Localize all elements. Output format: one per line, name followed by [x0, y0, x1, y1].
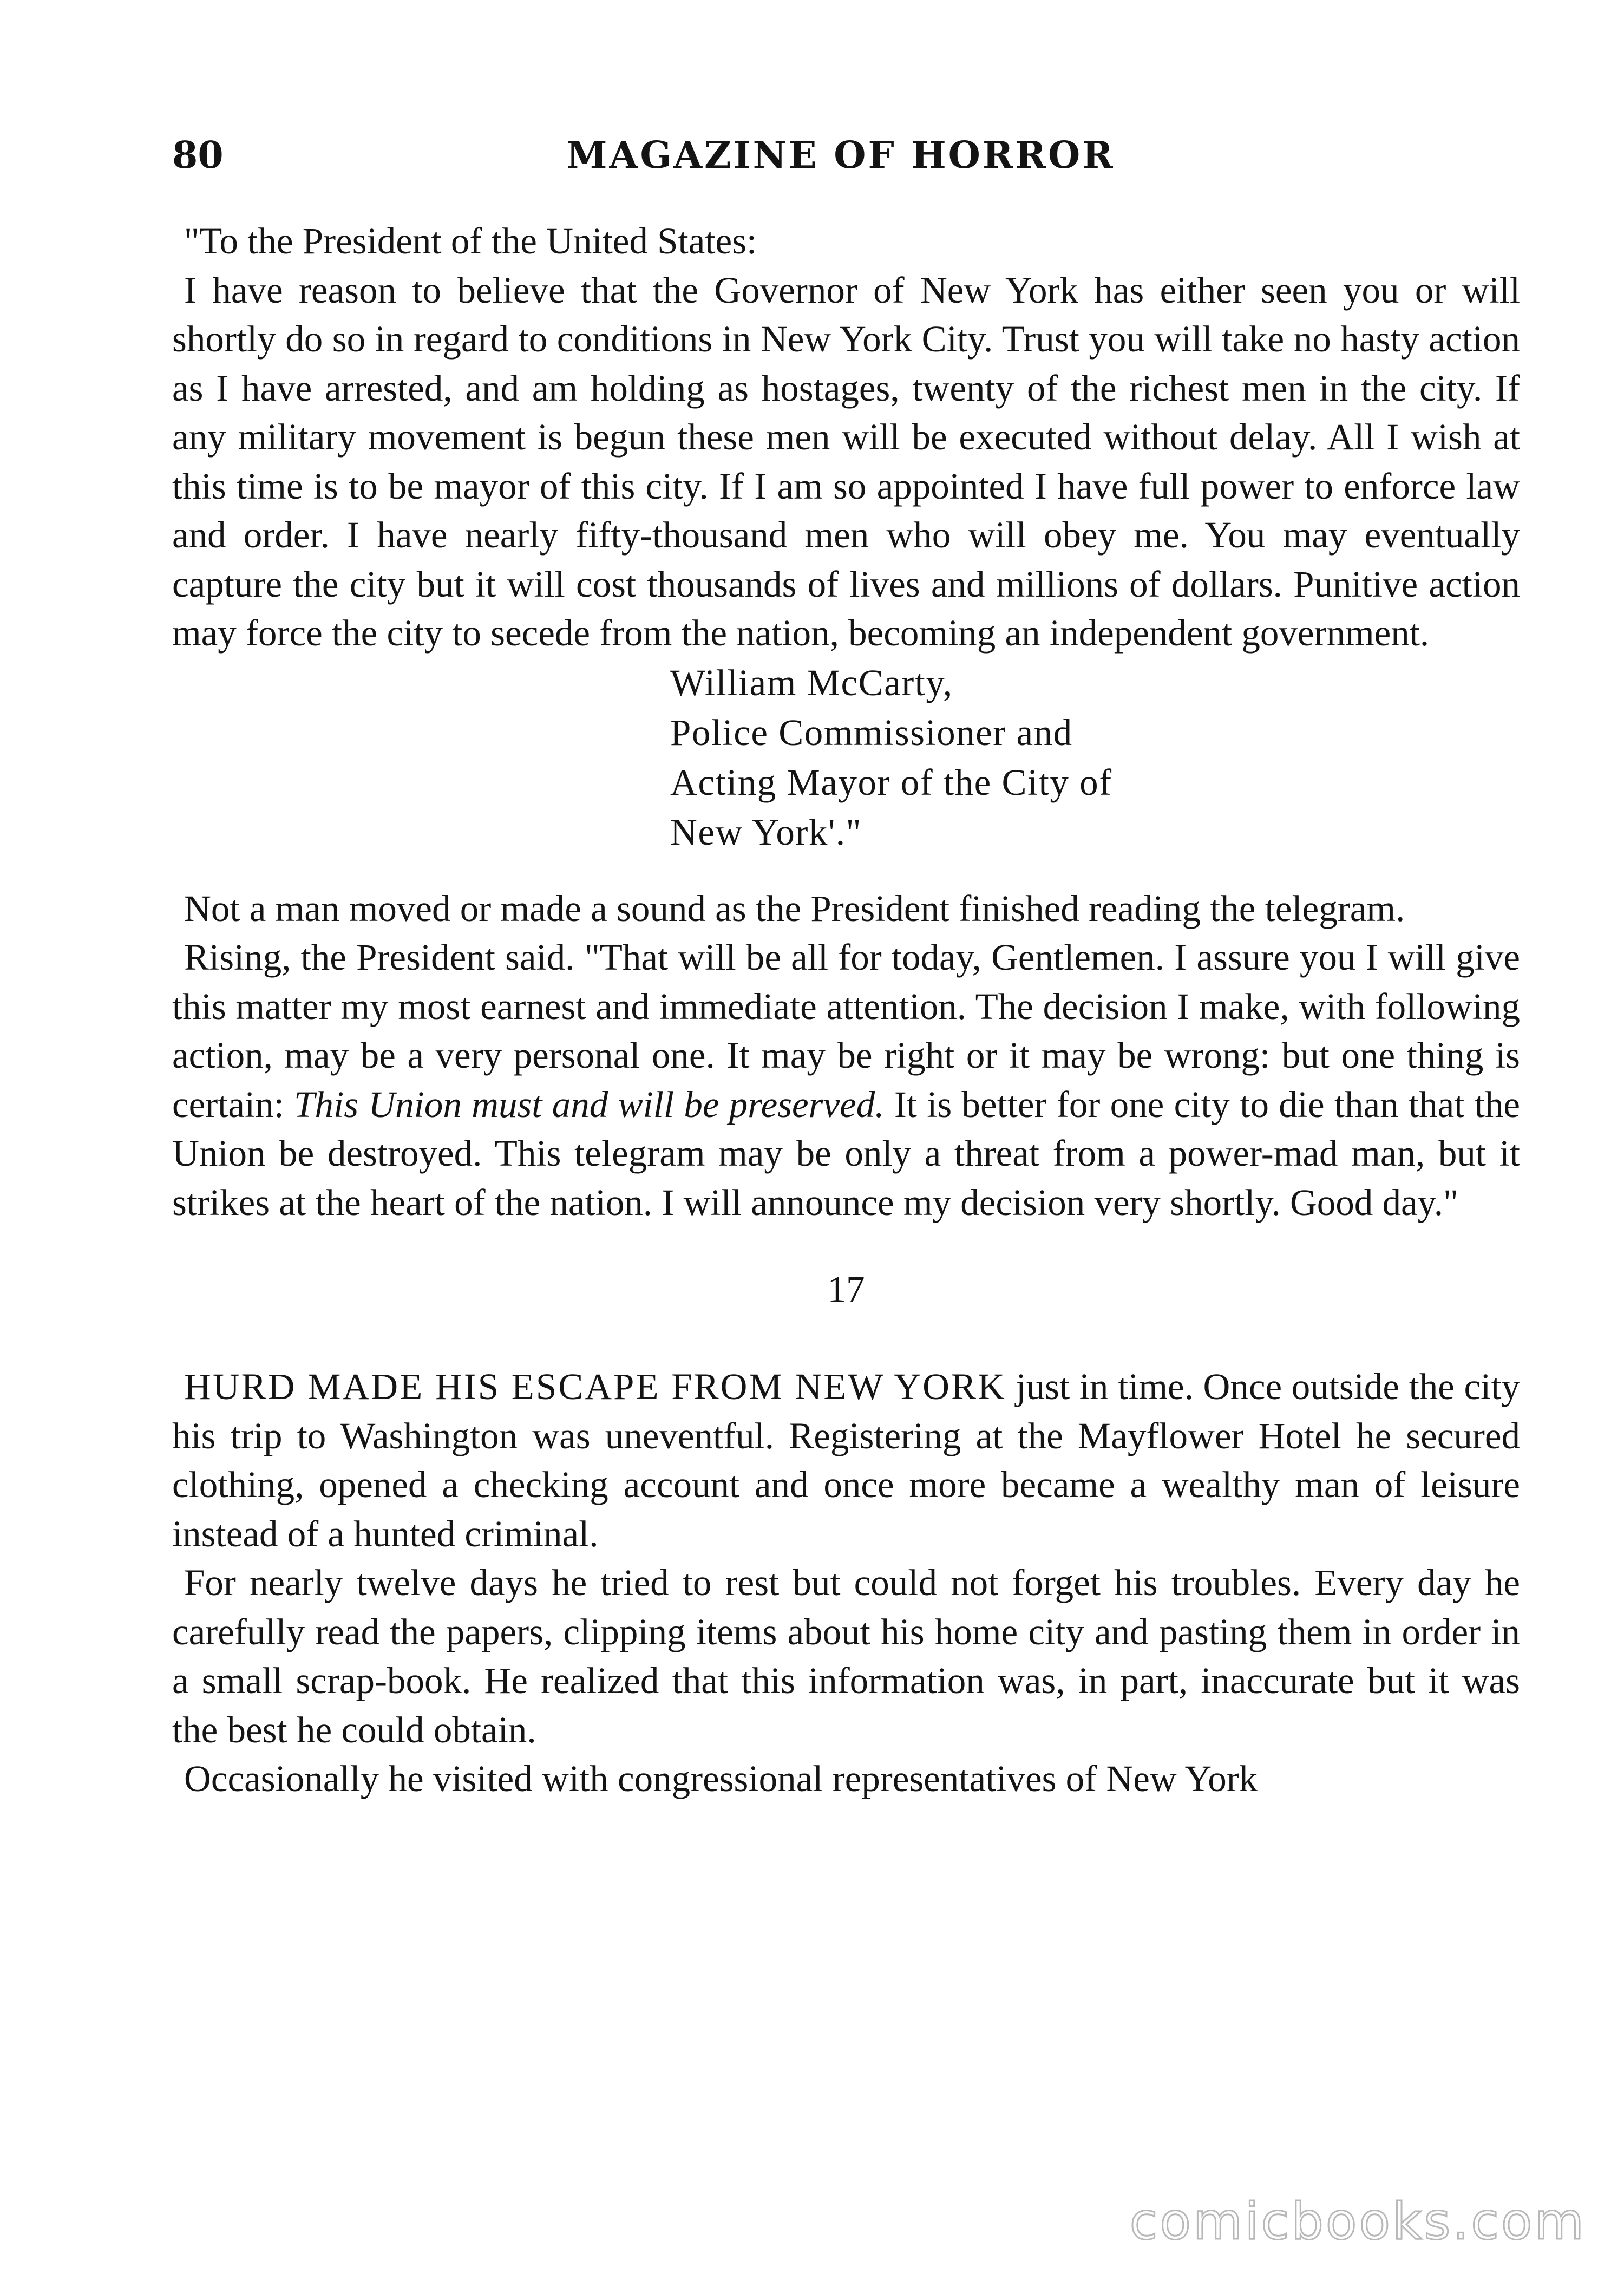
- telegram-salutation: "To the President of the United States:: [184, 220, 757, 262]
- signature-line: New York'.": [670, 811, 862, 853]
- paragraph: For nearly twelve days he tried to rest but could not forget his troubles. Every day he carefully read the papers, clipping items about his home city and pasting them in order in a small scrap-book. He realized that this information was, in part, inaccurate but it was the best he could obtain.: [172, 1562, 1520, 1750]
- paragraph: Not a man moved or made a sound as the President finished reading the telegram.: [184, 887, 1405, 929]
- section-number: 17: [827, 1269, 865, 1310]
- paragraph-chapter-open: [172, 1362, 1520, 1558]
- italic-emphasis: This Union must and will be preserved.: [294, 1083, 885, 1125]
- paragraph-text: Rising, the President said. "That will be all for today, Gentlemen. I assure you I will give this matter my most earnest and immediate attention. The decision I make, with following action, may be a very personal one. It may be right or it may be wrong: but one thing is certain:: [172, 937, 1520, 1125]
- running-title: MAGAZINE OF HORROR: [566, 134, 1115, 177]
- page-number: 80: [172, 134, 224, 177]
- signature-line: William McCarty,: [670, 662, 953, 703]
- body-text: [172, 217, 1520, 1803]
- chapter-lead-caps: HURD MADE HIS ESCAPE FROM NEW YORK: [184, 1366, 1006, 1407]
- page-header: [172, 126, 1509, 185]
- paragraph: Occasionally he visited with congressional representatives of New York: [184, 1758, 1258, 1799]
- telegram-body: I have reason to believe that the Governor of New York has either seen you or will shortly do so in regard to conditions in New York City. Trust you will take no hasty action as I have arrested, and am holding as hostages, twenty of the richest men in the city. If any military movement is begun these men will be executed without delay. All I wish at this time is to be mayor of this city. If I am so appointed I have full power to enforce law and order. I have nearly fifty-thousand men who will obey me. You may eventually capture the city but it will cost thousands of lives and millions of dollars. Punitive action may force the city to secede from the nation, becoming an independent government.: [172, 269, 1520, 654]
- paragraph-president-speech: [172, 933, 1520, 1227]
- signature-line: Acting Mayor of the City of: [670, 761, 1112, 803]
- paragraph-text: It is better for one city to die than that the Union be destroyed. This telegram may be only a threat from a power-mad man, but it strikes at the heart of the nation. I will announce my decision very shortly. Good day.": [172, 1083, 1520, 1223]
- signature-line: Police Commissioner and: [670, 711, 1073, 753]
- watermark-logo: comicbooks.com: [1129, 2192, 1586, 2251]
- paragraph-text: just in time. Once outside the city his trip to Washington was uneventful. Registering at the Mayflower Hotel he secured clothing, opened a checking account and once more became a wealthy man of leisure instead of a hunted criminal.: [172, 1366, 1520, 1554]
- telegram-signature: [670, 658, 1520, 857]
- spacer: [172, 857, 1520, 884]
